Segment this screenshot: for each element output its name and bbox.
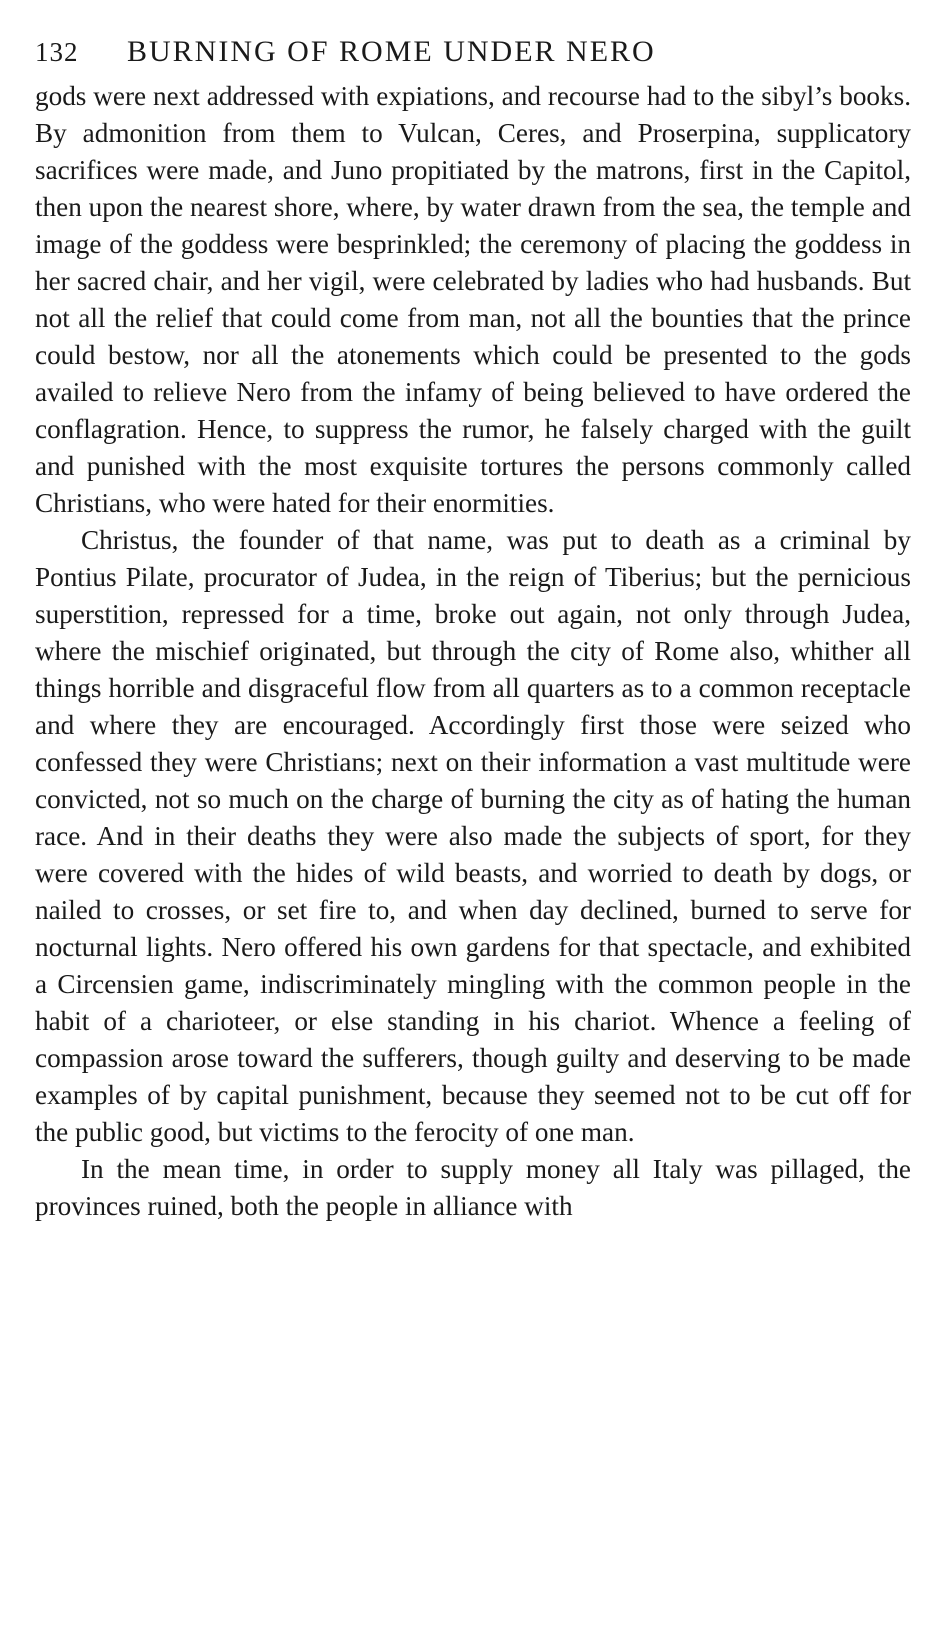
paragraph-1: gods were next addressed with expiations, and recourse had to the sibyl’s books. By admonition from them to Vulcan, Ceres, and Proserpina, supplicatory sacrifices were made, and Juno propitiated by the matrons, first in the Capitol, then upon the nearest shore, where, by water drawn from the sea, the temple and image of the goddess were besprinkled; the ceremony of placing the goddess in her sacred chair, and her vigil, were celebrated by ladies who had husbands. But not all the relief that could come from man, not all the bounties that the prince could bestow, nor all the atonements which could be presented to the gods availed to relieve Nero from the infamy of being believed to have ordered the conflagration. Hence, to suppress the rumor, he falsely charged with the guilt and punished with the most exquisite tortures the persons commonly called Christians, who were hated for their enormities. <box>35 81 911 518</box>
book-page <box>35 26 911 1225</box>
paragraph-2: Christus, the founder of that name, was put to death as a criminal by Pontius Pilate, procurator of Judea, in the reign of Tiberius; but the pernicious superstition, repressed for a time, broke out again, not only through Judea, where the mischief originated, but through the city of Rome also, whither all things horrible and disgraceful flow from all quarters as to a common receptacle and where they are encouraged. Accordingly first those were seized who confessed they were Christians; next on their information a vast multitude were convicted, not so much on the charge of burning the city as of hating the human race. And in their deaths they were also made the subjects of sport, for they were covered with the hides of wild beasts, and worried to death by dogs, or nailed to crosses, or set fire to, and when day declined, burned to serve for nocturnal lights. Nero offered his own gardens for that spectacle, and exhibited a Circensien game, indiscriminately mingling with the common people in the habit of a charioteer, or else standing in his chariot. Whence a feeling of compassion arose toward the sufferers, though guilty and deserving to be made examples of by capital punishment, because they seemed not to be cut off for the public good, but victims to the ferocity of one man. <box>35 525 911 1147</box>
running-title: BURNING OF ROME UNDER NERO <box>127 35 656 68</box>
body-text <box>35 78 911 1225</box>
paragraph-3: In the mean time, in order to supply money all Italy was pillaged, the provinces ruined, both the people in alliance with <box>35 1154 911 1221</box>
running-head <box>35 26 911 78</box>
page-number: 132 <box>35 37 79 67</box>
